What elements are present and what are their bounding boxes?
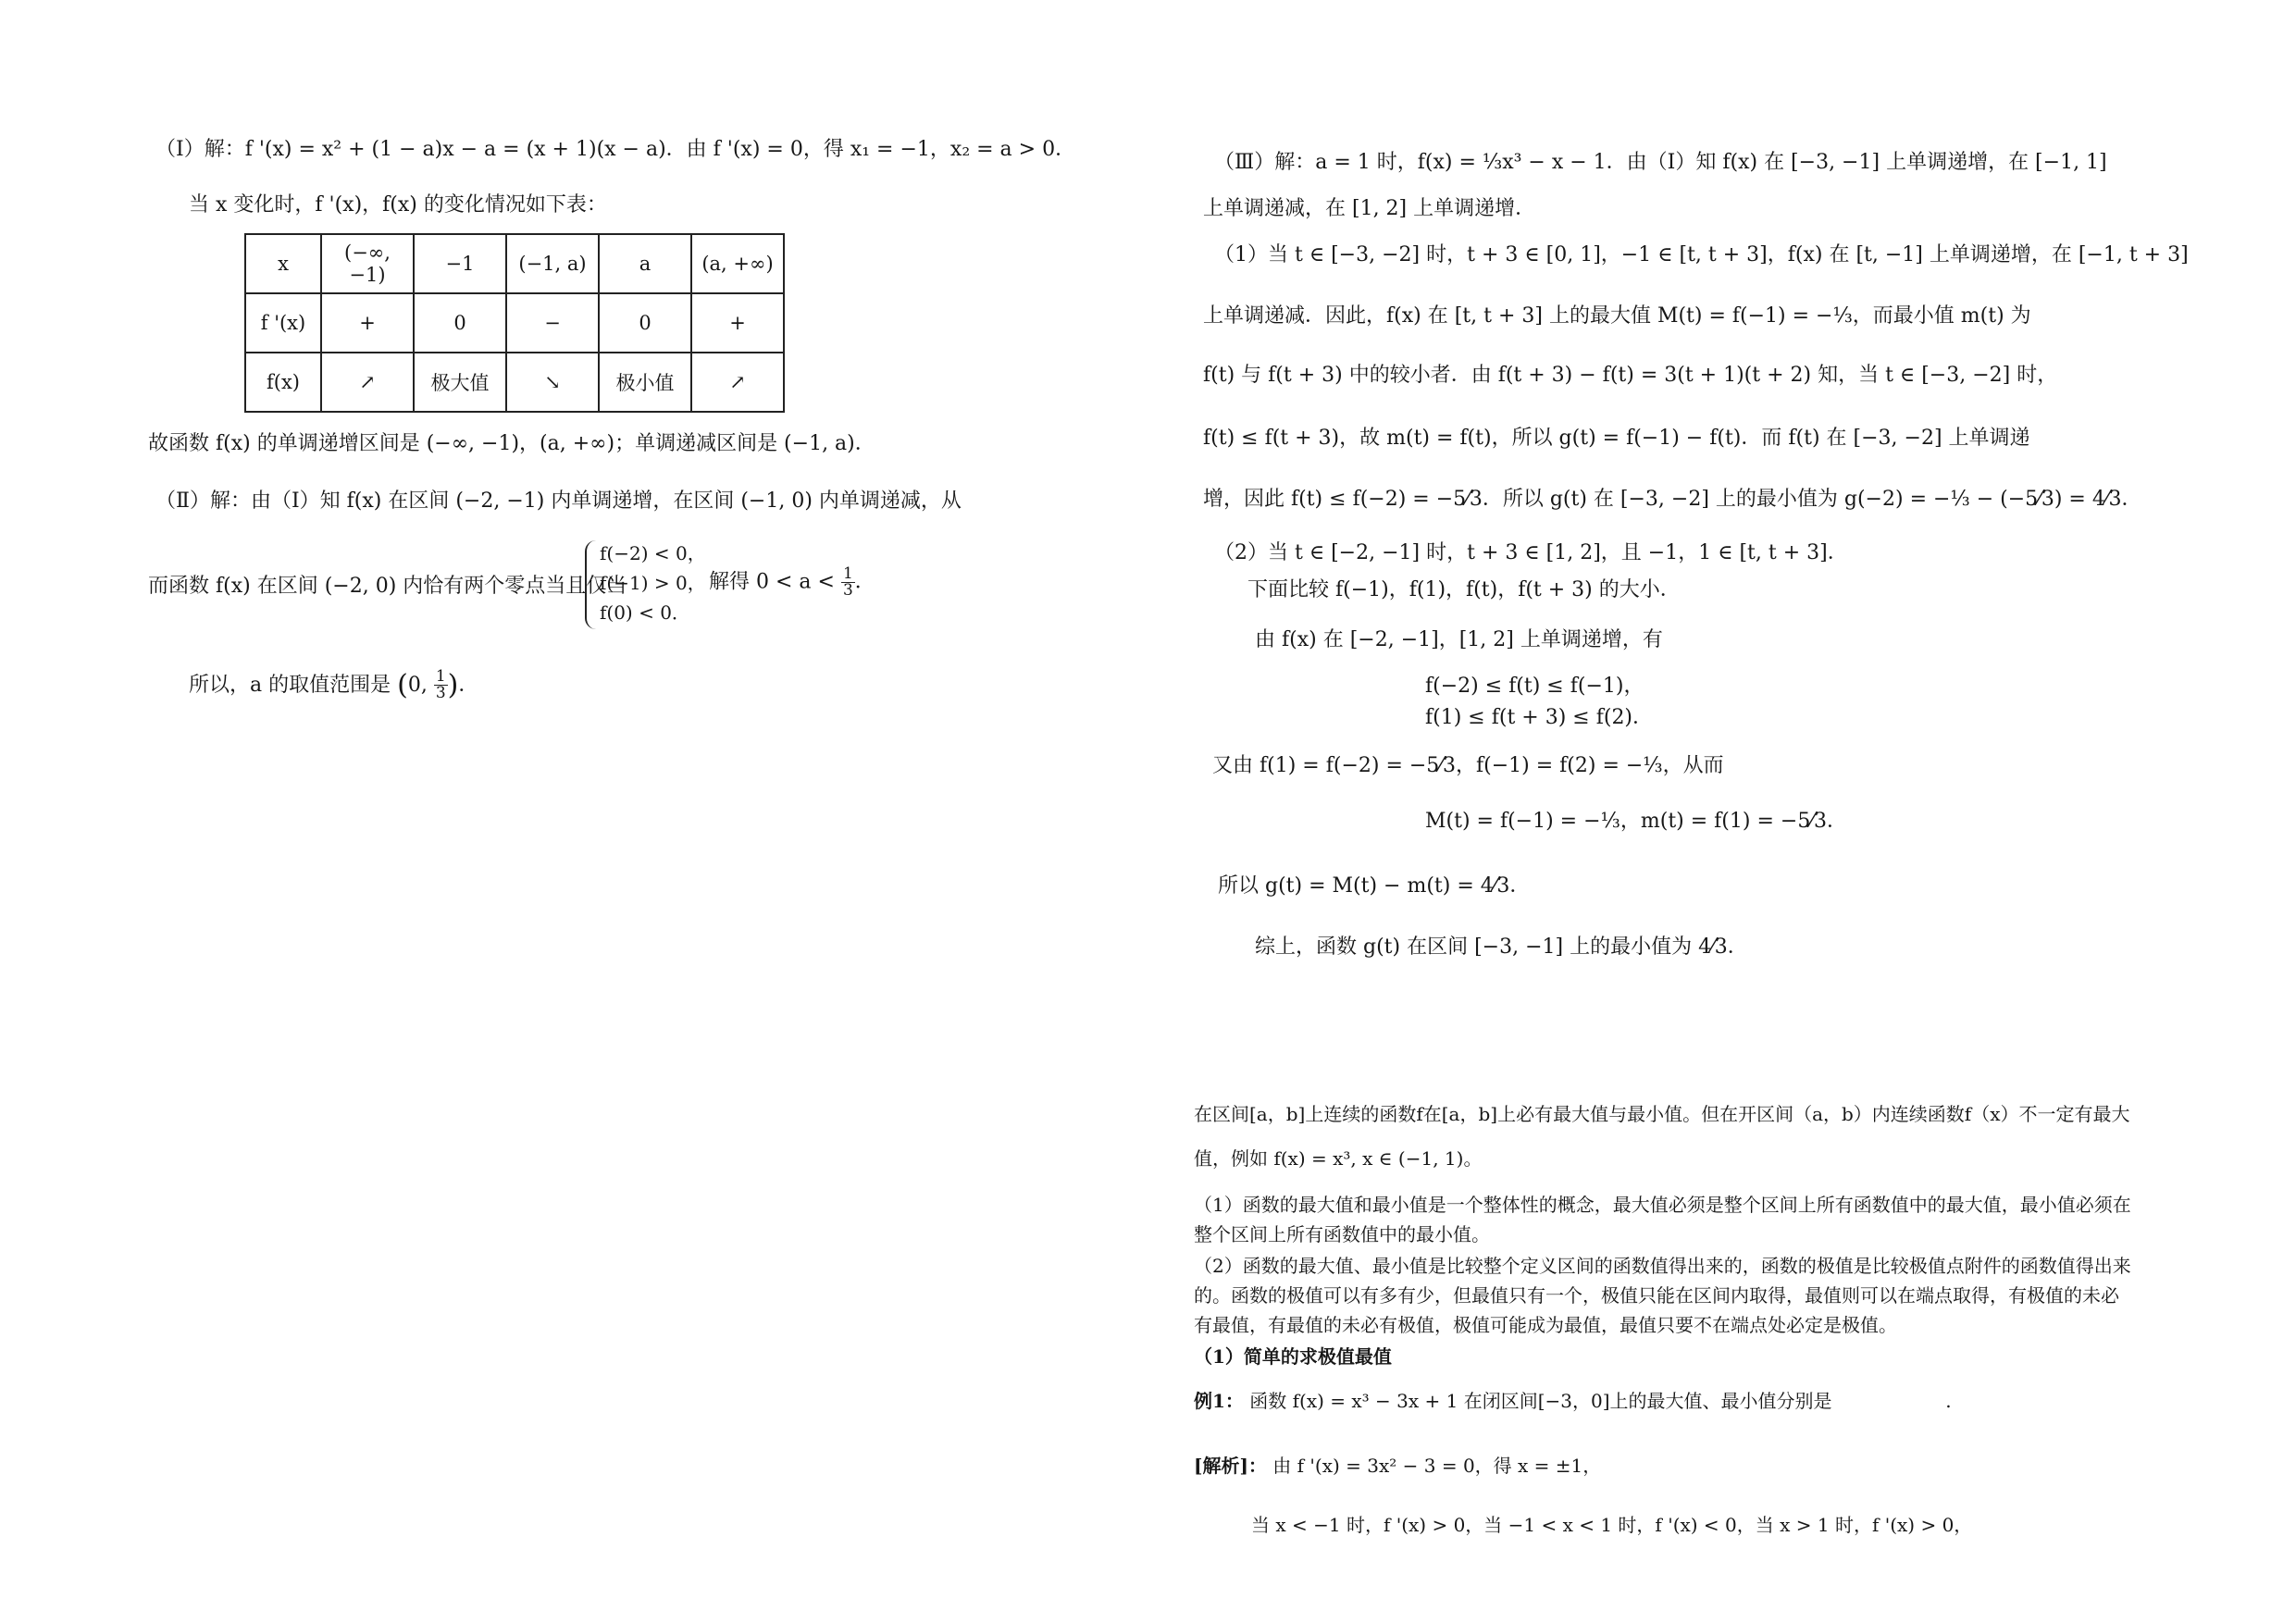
case2-inequality-1: f(−2) ≤ f(t) ≤ f(−1)， (1425, 675, 1644, 698)
range-prefix: 所以，a 的取值范围是 (189, 673, 391, 697)
case1-line-2: 上单调递减．因此，f(x) 在 [t, t + 3] 上的最大值 M(t) = f(−1) = −⅓，而最小值 m(t) 为 (1203, 304, 2031, 328)
table-cell: ↗ (321, 353, 414, 412)
range-line: 所以，a 的取值范围是 (0, $\frac{1}{3}$ )． (189, 667, 479, 703)
case2-line-5: M(t) = f(−1) = −⅓，m(t) = f(1) = −5⁄3． (1425, 810, 1847, 833)
note-point2-line-3: 有最值，有最值的未必有极值，极值可能成为最值，最值只要不在端点处必定是极值。 (1194, 1314, 1897, 1336)
summary-line: 综上，函数 g(t) 在区间 [−3, −1] 上的最小值为 4⁄3． (1255, 935, 1748, 959)
table-intro: 当 x 变化时，f '(x)，f(x) 的变化情况如下表： (189, 193, 607, 217)
condition-1: f(−2) < 0， (600, 542, 706, 564)
table-cell: x (245, 234, 321, 293)
note-line-2: 值，例如 f(x) = x³, x ∈ (−1, 1)。 (1194, 1147, 1483, 1170)
table-cell: 0 (414, 293, 506, 353)
table-cell: f '(x) (245, 293, 321, 353)
table-row (245, 234, 784, 293)
solution-text: 由 f '(x) = 3x² − 3 = 0，得 x = ±1， (1272, 1455, 1602, 1477)
variation-table (244, 233, 785, 413)
solution-line (1194, 1455, 1601, 1478)
example-text: 函数 f(x) = x³ − 3x + 1 在闭区间[−3，0]上的最大值、最小值分别是 (1249, 1390, 1832, 1412)
case2-line-3: 由 f(x) 在 [−2, −1]，[1, 2] 上单调递增，有 (1255, 628, 1663, 651)
table-cell: (−∞, −1) (321, 234, 414, 293)
case2-line-4: 又由 f(1) = f(−2) = −5⁄3，f(−1) = f(2) = −⅓，从而 (1212, 754, 1724, 777)
table-cell: + (321, 293, 414, 353)
table-cell: 极大值 (414, 353, 506, 412)
table-row (245, 353, 784, 412)
case1-line-5: 增，因此 f(t) ≤ f(−2) = −5⁄3．所以 g(t) 在 [−3, −2] 上的最小值为 g(−2) = −⅓ − (−5⁄3) = 4⁄3． (1203, 488, 2142, 511)
table-cell: + (691, 293, 784, 353)
note-point1-line-2: 整个区间上所有函数值中的最小值。 (1194, 1223, 1490, 1245)
table-cell: ↘ (506, 353, 599, 412)
case2-inequality-2: f(1) ≤ f(t + 3) ≤ f(2)． (1425, 706, 1654, 729)
solve-prefix: 解得 0 < a < (709, 570, 835, 594)
note-point2-line-2: 的。函数的极值可以有多有少，但最值只有一个，极值只能在区间内取得，最值则可以在端点取得，有极值的未必 (1194, 1284, 2119, 1307)
example-line (1194, 1390, 1952, 1413)
section-heading: （1）简单的求极值最值 (1194, 1345, 1392, 1368)
case1-line-4: f(t) ≤ f(t + 3)，故 m(t) = f(t)，所以 g(t) = f(−1) − f(t)．而 f(t) 在 [−3, −2] 上单调递 (1203, 427, 2030, 450)
part2-line: （Ⅱ）解：由（Ⅰ）知 f(x) 在区间 (−2, −1) 内单调递增，在区间 (−1, 0) 内单调递减，从 (155, 489, 962, 513)
table-cell: (a, +∞) (691, 234, 784, 293)
fraction-numerator: 1 (842, 564, 853, 583)
table-cell: (−1, a) (506, 234, 599, 293)
case2-line-6: 所以 g(t) = M(t) − m(t) = 4⁄3． (1218, 874, 1531, 898)
solve-line: 解得 0 < a < $\frac{1}{3}$ ． (709, 564, 875, 600)
example-label: 例1： (1194, 1390, 1244, 1412)
note-point1-line-1: （1）函数的最大值和最小值是一个整体性的概念，最大值必须是整个区间上所有函数值中的最大值，最小值必须在 (1194, 1194, 2131, 1216)
case2-line-2: 下面比较 f(−1)，f(1)，f(t)，f(t + 3) 的大小． (1247, 578, 1681, 601)
case2-line-1: （2）当 t ∈ [−2, −1] 时，t + 3 ∈ [1, 2]，且 −1，1 ∈ [t, t + 3]． (1214, 541, 1848, 564)
condition-2: f(−1) > 0， (600, 572, 706, 594)
fraction-denominator: 3 (842, 581, 853, 600)
part2-condition-prefix: 而函数 f(x) 在区间 (−2, 0) 内恰有两个零点当且仅当 (148, 575, 627, 598)
table-cell: f(x) (245, 353, 321, 412)
table-cell: −1 (414, 234, 506, 293)
condition-3: f(0) < 0． (600, 601, 690, 624)
system-brace (585, 540, 596, 629)
table-cell: − (506, 293, 599, 353)
table-cell: 0 (599, 293, 691, 353)
conclusion1: 故函数 f(x) 的单调递增区间是 (−∞, −1)，(a, +∞)；单调递减区间是 (−1, a)． (148, 432, 875, 455)
note-line-1: 在区间[a，b]上连续的函数f在[a，b]上必有最大值与最小值。但在开区间（a，b）内连续函数f（x）不一定有最大 (1194, 1103, 2130, 1125)
note-point2-line-1: （2）函数的最大值、最小值是比较整个定义区间的函数值得出来的，函数的极值是比较极值点附件的函数值得出来 (1194, 1255, 2131, 1277)
fraction (434, 669, 448, 701)
part1-line: （Ⅰ）解：f '(x) = x² + (1 − a)x − a = (x + 1)(x − a)．由 f '(x) = 0，得 x₁ = −1，x₂ = a > 0． (155, 138, 1076, 161)
table-row (245, 293, 784, 353)
example-end: . (1945, 1390, 1952, 1412)
part3-line-2: 上单调递减，在 [1, 2] 上单调递增． (1203, 197, 1536, 220)
table-cell: ↗ (691, 353, 784, 412)
table-cell: 极小值 (599, 353, 691, 412)
fraction-denominator: 3 (435, 684, 446, 703)
solution-line-2: 当 x < −1 时，f '(x) > 0，当 −1 < x < 1 时，f '(x) < 0，当 x > 1 时，f '(x) > 0， (1251, 1514, 1973, 1536)
fraction (841, 566, 855, 599)
table-cell: a (599, 234, 691, 293)
case1-line-1: （1）当 t ∈ [−3, −2] 时，t + 3 ∈ [0, 1]，−1 ∈ [t, t + 3]，f(x) 在 [t, −1] 上单调递增，在 [−1, t + 3] (1214, 243, 2189, 266)
fraction-numerator: 1 (435, 667, 446, 687)
case1-line-3: f(t) 与 f(t + 3) 中的较小者．由 f(t + 3) − f(t) = 3(t + 1)(t + 2) 知，当 t ∈ [−3, −2] 时， (1203, 364, 2058, 387)
part3-line-1: （Ⅲ）解：a = 1 时，f(x) = ⅓x³ − x − 1．由（Ⅰ）知 f(x) 在 [−3, −1] 上单调递增，在 [−1, 1] (1214, 151, 2107, 174)
solution-label: [解析]： (1194, 1455, 1267, 1477)
